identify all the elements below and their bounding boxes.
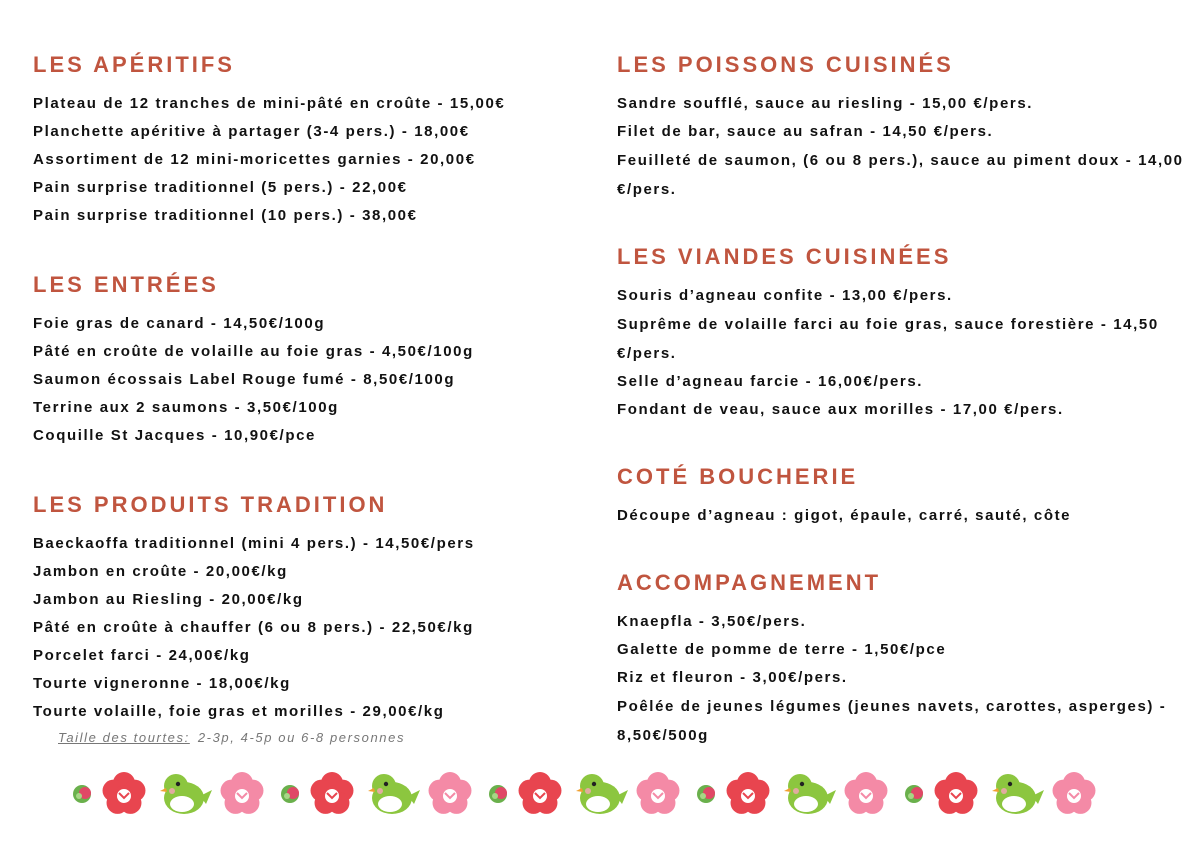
bud-icon — [73, 785, 91, 803]
menu-item: Galette de pomme de terre - 1,50€/pce — [617, 641, 947, 658]
menu-item: Découpe d’agneau : gigot, épaule, carré, sauté, côte — [617, 507, 1072, 524]
section-title: LES APÉRITIFS — [33, 52, 235, 77]
menu-item: Jambon au Riesling - 20,00€/kg — [33, 591, 304, 608]
section-title: LES ENTRÉES — [33, 272, 219, 297]
section-title: ACCOMPAGNEMENT — [617, 570, 882, 595]
section-title: LES VIANDES CUISINÉES — [617, 244, 952, 269]
menu-item: Poêlée de jeunes légumes (jeunes navets, carottes, asperges) - 8,50€/500g — [617, 698, 1167, 744]
section-poissons — [617, 50, 1187, 204]
section-title: LES PRODUITS TRADITION — [33, 492, 388, 517]
menu-item: Tourte volaille, foie gras et morilles - 29,00€/kg — [33, 703, 445, 720]
red-flower-icon — [935, 772, 978, 814]
pink-flower-icon — [1053, 772, 1096, 814]
red-flower-icon — [727, 772, 770, 814]
section-entrees — [33, 270, 593, 450]
menu-item: Souris d’agneau confite - 13,00 €/pers. — [617, 287, 953, 304]
bud-icon — [697, 785, 715, 803]
note-text: 2-3p, 4-5p ou 6-8 personnes — [197, 730, 406, 745]
menu-item: Pain surprise traditionnel (10 pers.) - 38,00€ — [33, 207, 418, 224]
section-title: COTÉ BOUCHERIE — [617, 464, 859, 489]
menu-item: Pain surprise traditionnel (5 pers.) - 22,00€ — [33, 179, 408, 196]
menu-item: Selle d’agneau farcie - 16,00€/pers. — [617, 373, 924, 390]
pink-flower-icon — [637, 772, 680, 814]
green-bird-icon — [160, 774, 212, 814]
green-bird-icon — [368, 774, 420, 814]
note-label: Taille des tourtes: — [58, 730, 190, 745]
menu-item: Assortiment de 12 mini-moricettes garnies - 20,00€ — [33, 151, 476, 168]
red-flower-icon — [519, 772, 562, 814]
section-aperitifs — [33, 50, 593, 230]
left-column — [33, 50, 593, 780]
menu-item: Baeckaoffa traditionnel (mini 4 pers.) - 14,50€/pers — [33, 535, 475, 552]
menu-item: Planchette apéritive à partager (3-4 pers.) - 18,00€ — [33, 123, 470, 140]
red-flower-icon — [103, 772, 146, 814]
section-title: LES POISSONS CUISINÉS — [617, 52, 954, 77]
section-accompagnement — [617, 568, 1187, 750]
green-bird-icon — [992, 774, 1044, 814]
menu-item: Filet de bar, sauce au safran - 14,50 €/pers. — [617, 123, 994, 140]
pink-flower-icon — [845, 772, 888, 814]
green-bird-icon — [576, 774, 628, 814]
section-produits-tradition — [33, 490, 593, 750]
menu-item: Foie gras de canard - 14,50€/100g — [33, 315, 326, 332]
menu-item: Terrine aux 2 saumons - 3,50€/100g — [33, 399, 339, 416]
section-boucherie — [617, 462, 1187, 530]
bud-icon — [489, 785, 507, 803]
right-column — [617, 50, 1187, 780]
menu-item: Saumon écossais Label Rouge fumé - 8,50€/100g — [33, 371, 456, 388]
menu-item: Riz et fleuron - 3,00€/pers. — [617, 669, 848, 686]
menu-item: Suprême de volaille farci au foie gras, sauce forestière - 14,50 €/pers. — [617, 316, 1159, 362]
pink-flower-icon — [429, 772, 472, 814]
section-viandes — [617, 242, 1187, 424]
menu-item: Knaepfla - 3,50€/pers. — [617, 613, 807, 630]
decorative-border-svg — [70, 770, 1130, 820]
menu-item: Pâté en croûte de volaille au foie gras - 4,50€/100g — [33, 343, 474, 360]
menu-item: Plateau de 12 tranches de mini-pâté en croûte - 15,00€ — [33, 95, 506, 112]
menu-item: Fondant de veau, sauce aux morilles - 17,00 €/pers. — [617, 401, 1064, 418]
decorative-border — [70, 770, 1130, 820]
bud-icon — [281, 785, 299, 803]
menu-item: Sandre soufflé, sauce au riesling - 15,00 €/pers. — [617, 95, 1034, 112]
bud-icon — [905, 785, 923, 803]
menu-item: Feuilleté de saumon, (6 ou 8 pers.), sauce au piment doux - 14,00 €/pers. — [617, 152, 1184, 198]
tourte-size-note — [58, 726, 593, 750]
menu-item: Coquille St Jacques - 10,90€/pce — [33, 427, 316, 444]
menu-item: Pâté en croûte à chauffer (6 ou 8 pers.) - 22,50€/kg — [33, 619, 474, 636]
red-flower-icon — [311, 772, 354, 814]
menu-item: Jambon en croûte - 20,00€/kg — [33, 563, 288, 580]
pink-flower-icon — [221, 772, 264, 814]
menu-item: Tourte vigneronne - 18,00€/kg — [33, 675, 291, 692]
menu-item: Porcelet farci - 24,00€/kg — [33, 647, 251, 664]
green-bird-icon — [784, 774, 836, 814]
